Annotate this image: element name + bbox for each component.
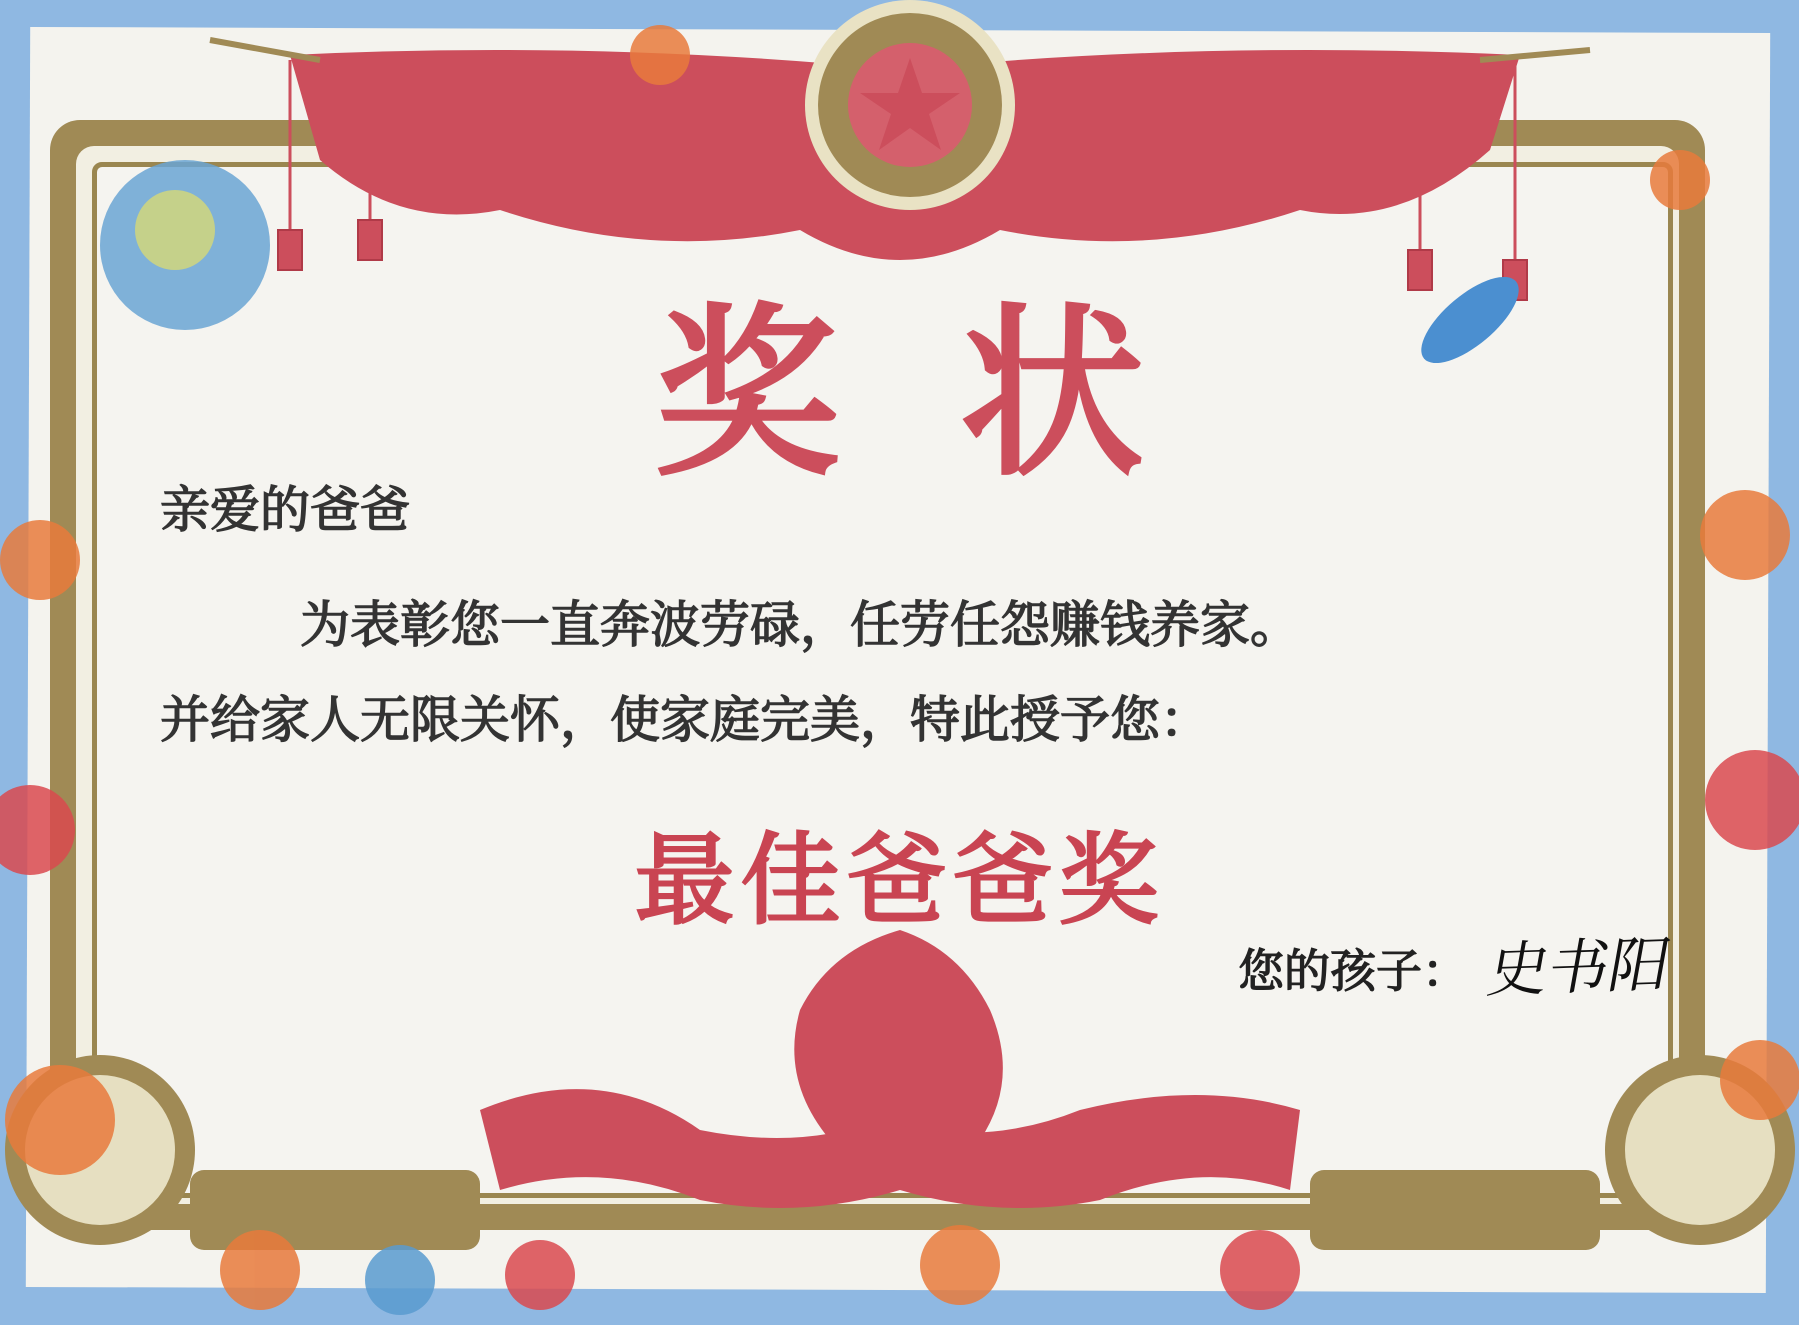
signature-name: 史书阳 — [1482, 929, 1676, 1007]
left-spear — [210, 40, 320, 60]
commendation-line-1: 为表彰您一直奔波劳碌，任劳任怨赚钱养家。 — [300, 596, 1300, 654]
bottom-left-plaque — [190, 1170, 480, 1250]
bottom-flower-emblem — [480, 930, 1300, 1208]
signature-label: 您的孩子： — [1238, 944, 1468, 998]
award-name: 最佳爸爸奖 — [634, 822, 1165, 939]
star-emblem-icon — [805, 0, 1015, 210]
bottom-right-plaque — [1310, 1170, 1600, 1250]
certificate-title: 奖状 — [654, 286, 1265, 502]
commendation-line-2: 并给家人无限关怀，使家庭完美，特此授予您： — [160, 691, 1210, 749]
salutation: 亲爱的爸爸 — [160, 481, 410, 539]
